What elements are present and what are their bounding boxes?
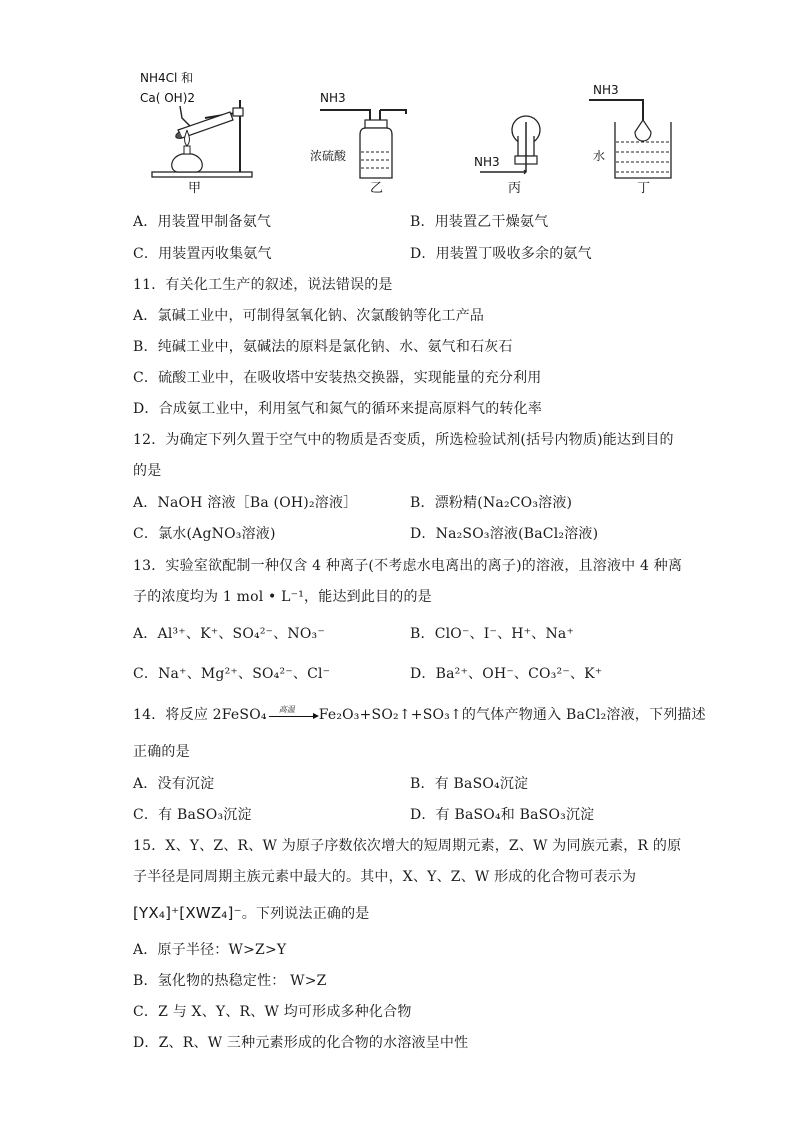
figure-yi-gas-label: NH3	[320, 91, 346, 105]
figure-yi-liquid-label: 浓硫酸	[310, 149, 347, 163]
q10-option-c: C．用装置丙收集氨气	[133, 246, 272, 262]
q14-stem-post: Fe₂O₃+SO₂↑+SO₃↑的气体产物通入 BaCl₂溶液，下列描述	[318, 707, 706, 723]
figure-yi-caption: 乙	[370, 181, 384, 196]
flask-collection-diagram	[460, 60, 560, 195]
q12-option-d: D．Na₂SO₃溶液(BaCl₂溶液)	[410, 526, 599, 542]
q11-option-b: B．纯碱工业中，氨碱法的原料是氯化钠、水、氨气和石灰石	[133, 339, 513, 355]
figure-jia-label-2: Ca( OH)2	[140, 91, 196, 105]
q11-option-d: D．合成氨工业中，利用氢气和氮气的循环来提高原料气的转化率	[133, 401, 543, 417]
figure-bing-caption: 丙	[508, 181, 522, 196]
q13-option-a: A．Al³⁺、K⁺、SO₄²⁻、NO₃⁻	[133, 626, 325, 642]
q14-option-b: B．有 BaSO₄沉淀	[410, 776, 529, 792]
q15-stem-tail: 。下列说法正确的是	[241, 906, 370, 922]
figure-yi	[310, 60, 420, 195]
q13-option-b: B．ClO⁻、I⁻、H⁺、Na⁺	[410, 626, 575, 642]
reaction-arrow-condition: 高温	[278, 705, 296, 714]
figure-bing-gas-label: NH3	[474, 155, 500, 169]
apparatus-figures	[130, 60, 690, 200]
q12-stem-line-1: 12．为确定下列久置于空气中的物质是否变质，所选检验试剂(括号内物质)能达到目的	[133, 432, 674, 448]
q15-option-b: B．氢化物的热稳定性： W>Z	[133, 973, 327, 989]
q11-option-c: C．硫酸工业中，在吸收塔中安装热交换器，实现能量的充分利用	[133, 370, 542, 386]
figure-ding	[585, 60, 685, 195]
q12-stem-line-2: 的是	[133, 463, 162, 479]
reaction-arrow	[267, 705, 319, 722]
washing-bottle-diagram	[310, 60, 420, 195]
heating-apparatus-diagram	[130, 60, 260, 195]
q12-option-a: A．NaOH 溶液［Ba (OH)₂溶液］	[133, 495, 358, 511]
q10-option-a: A．用装置甲制备氨气	[133, 214, 272, 230]
q13-stem-line-2: 子的浓度均为 1 mol • L⁻¹，能达到此目的的是	[133, 589, 432, 605]
figure-bing	[460, 60, 560, 195]
q14-option-c: C．有 BaSO₃沉淀	[133, 807, 252, 823]
q14-option-d: D．有 BaSO₄和 BaSO₃沉淀	[410, 807, 595, 823]
figure-jia	[130, 60, 260, 195]
q10-option-d: D．用装置丁吸收多余的氨气	[410, 246, 592, 262]
q15-option-c: C．Z 与 X、Y、R、W 均可形成多种化合物	[133, 1004, 412, 1020]
q15-option-d: D．Z、R、W 三种元素形成的化合物的水溶液呈中性	[133, 1035, 469, 1051]
q13-option-d: D．Ba²⁺、OH⁻、CO₃²⁻、K⁺	[410, 666, 603, 682]
q14-stem-pre: 14．将反应 2FeSO₄	[133, 707, 267, 723]
figure-ding-caption: 丁	[637, 181, 651, 196]
figure-jia-label-1: NH4Cl 和	[140, 71, 194, 85]
q14-stem-line-1	[133, 705, 706, 725]
q15-formula: [YX₄]⁺[XWZ₄]⁻	[133, 904, 242, 922]
q11-stem: 11．有关化工生产的叙述，说法错误的是	[133, 277, 393, 293]
q15-option-a: A．原子半径：W>Z>Y	[133, 942, 287, 958]
q14-stem-line-2: 正确的是	[133, 744, 190, 760]
q12-option-b: B．漂粉精(Na₂CO₃溶液)	[410, 495, 573, 511]
q15-stem-line-2: 子半径是同周期主族元素中最大的。其中，X、Y、Z、W 形成的化合物可表示为	[133, 869, 637, 885]
figure-ding-gas-label: NH3	[593, 83, 619, 97]
absorption-beaker-diagram	[585, 60, 685, 195]
figure-ding-liquid-label: 水	[593, 149, 606, 163]
q13-option-c: C．Na⁺、Mg²⁺、SO₄²⁻、Cl⁻	[133, 666, 331, 682]
q15-stem-line-1: 15．X、Y、Z、R、W 为原子序数依次增大的短周期元素，Z、W 为同族元素，R 的原	[133, 838, 682, 854]
q14-option-a: A．没有沉淀	[133, 776, 215, 792]
q13-stem-line-1: 13．实验室欲配制一种仅含 4 种离子(不考虑水电离出的离子)的溶液，且溶液中 4 种离	[133, 558, 683, 574]
figure-jia-caption: 甲	[188, 181, 202, 196]
q11-option-a: A．氯碱工业中，可制得氢氧化钠、次氯酸钠等化工产品	[133, 308, 485, 324]
q12-option-c: C．氯水(AgNO₃溶液)	[133, 526, 276, 542]
q10-option-b: B．用装置乙干燥氨气	[410, 214, 549, 230]
q15-stem-line-3	[133, 903, 370, 924]
